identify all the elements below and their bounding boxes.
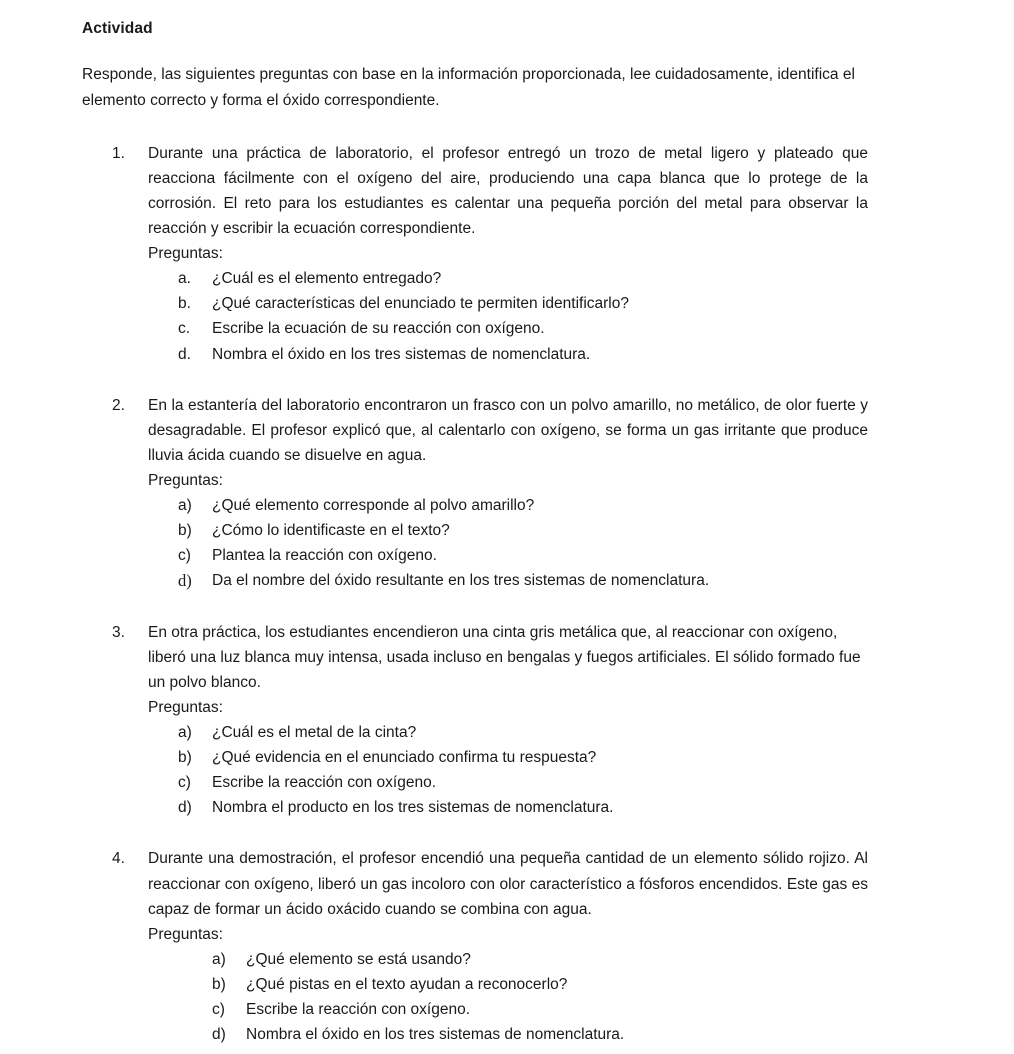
- sub-question-4d: [148, 1022, 868, 1047]
- sub-question-3b: [148, 745, 868, 770]
- sub-question-4b: [148, 972, 868, 997]
- sub-marker-1b: b.: [178, 295, 191, 313]
- question-item-2: [82, 393, 868, 594]
- sub-marker-1a: a.: [178, 270, 191, 288]
- question-marker-1: 1.: [112, 144, 125, 162]
- question-marker-4: 4.: [112, 850, 125, 868]
- preguntas-label-4: Preguntas:: [148, 925, 223, 943]
- sub-marker-2a: a): [178, 497, 192, 515]
- question-list: [82, 141, 868, 1048]
- sub-marker-3c: c): [178, 774, 191, 792]
- sub-question-list-1: [148, 266, 868, 366]
- question-marker-3: 3.: [112, 623, 125, 641]
- sub-question-list-2: [148, 493, 868, 593]
- preguntas-label-2: Preguntas:: [148, 472, 223, 489]
- sub-marker-1d: d.: [178, 345, 191, 363]
- sub-question-1c: [148, 316, 868, 341]
- sub-text-1b: ¿Qué características del enunciado te permiten identificarlo?: [212, 295, 629, 313]
- sub-text-2c: Plantea la reacción con oxígeno.: [212, 547, 437, 565]
- question-statement-4: Durante una demostración, el profesor encendió una pequeña cantidad de un elemento sólido rojizo. Al reaccionar con oxígeno, liberó un gas incoloro con olor característico a fósforos encendidos. Este gas es capaz de formar un ácido oxácido cuando se combina con agua.: [148, 850, 868, 918]
- sub-text-4b: ¿Qué pistas en el texto ayudan a reconocerlo?: [246, 975, 568, 993]
- sub-text-3d: Nombra el producto en los tres sistemas de nomenclatura.: [212, 799, 614, 817]
- sub-question-2b: [148, 518, 868, 543]
- question-statement-2: En la estantería del laboratorio encontraron un frasco con un polvo amarillo, no metálico, de olor fuerte y desagradable. El profesor explicó que, al calentarlo con oxígeno, se forma un gas irritante que produce lluvia ácida cuando se disuelve en agua.: [148, 396, 868, 464]
- question-item-3: [82, 620, 868, 821]
- sub-text-4d: Nombra el óxido en los tres sistemas de nomenclatura.: [246, 1026, 625, 1044]
- sub-marker-3a: a): [178, 723, 192, 741]
- sub-question-list-4: [148, 947, 868, 1047]
- sub-marker-4b: b): [212, 975, 226, 993]
- sub-question-2d: [148, 568, 868, 593]
- sub-text-2d: Da el nombre del óxido resultante en los tres sistemas de nomenclatura.: [212, 572, 710, 590]
- sub-question-list-3: [148, 720, 868, 820]
- intro-paragraph: Responde, las siguientes preguntas con base en la información proporcionada, lee cuidadosamente, identifica el elemento correcto y forma el óxido correspondiente.: [82, 66, 855, 109]
- sub-marker-4d: d): [212, 1026, 226, 1044]
- sub-question-1a: [148, 266, 868, 291]
- sub-text-2b: ¿Cómo lo identificaste en el texto?: [212, 522, 450, 540]
- question-statement-3: En otra práctica, los estudiantes encendieron una cinta gris metálica que, al reaccionar con oxígeno, liberó una luz blanca muy intensa, usada incluso en bengalas y fuegos artificiales. El sólido formado fue un polvo blanco.: [148, 623, 861, 691]
- question-item-1: [82, 141, 868, 367]
- question-statement-1: Durante una práctica de laboratorio, el profesor entregó un trozo de metal ligero y plateado que reacciona fácilmente con el oxígeno del aire, produciendo una capa blanca que lo protege de la corrosión. El reto para los estudiantes es calentar una pequeña porción del metal para observar la reacción y escribir la ecuación correspondiente.: [148, 144, 868, 238]
- sub-text-1c: Escribe la ecuación de su reacción con oxígeno.: [212, 320, 545, 338]
- question-item-4: [82, 846, 868, 1047]
- sub-question-4a: [148, 947, 868, 972]
- sub-marker-2c: c): [178, 547, 191, 565]
- sub-marker-3d: d): [178, 799, 192, 817]
- sub-marker-3b: b): [178, 749, 192, 767]
- preguntas-label-1: Preguntas:: [148, 245, 223, 263]
- sub-marker-4c: c): [212, 1001, 225, 1019]
- sub-text-4a: ¿Qué elemento se está usando?: [246, 950, 471, 968]
- sub-text-1d: Nombra el óxido en los tres sistemas de nomenclatura.: [212, 345, 591, 363]
- sub-marker-2d: d): [178, 571, 192, 591]
- sub-text-3b: ¿Qué evidencia en el enunciado confirma tu respuesta?: [212, 749, 597, 767]
- sub-question-3d: [148, 795, 868, 820]
- sub-question-3c: [148, 770, 868, 795]
- sub-text-2a: ¿Qué elemento corresponde al polvo amarillo?: [212, 497, 535, 515]
- sub-question-2a: [148, 493, 868, 518]
- sub-marker-1c: c.: [178, 320, 191, 338]
- sub-text-4c: Escribe la reacción con oxígeno.: [246, 1001, 471, 1019]
- preguntas-label-3: Preguntas:: [148, 698, 223, 716]
- sub-question-1b: [148, 291, 868, 316]
- sub-question-3a: [148, 720, 868, 745]
- sub-marker-4a: a): [212, 950, 226, 968]
- sub-question-4c: [148, 997, 868, 1022]
- sub-text-3a: ¿Cuál es el metal de la cinta?: [212, 723, 417, 741]
- page-title: Actividad: [82, 20, 153, 37]
- sub-text-3c: Escribe la reacción con oxígeno.: [212, 774, 437, 792]
- question-marker-2: 2.: [112, 396, 125, 414]
- sub-marker-2b: b): [178, 522, 192, 540]
- sub-question-1d: [148, 342, 868, 367]
- sub-text-1a: ¿Cuál es el elemento entregado?: [212, 270, 442, 288]
- sub-question-2c: [148, 543, 868, 568]
